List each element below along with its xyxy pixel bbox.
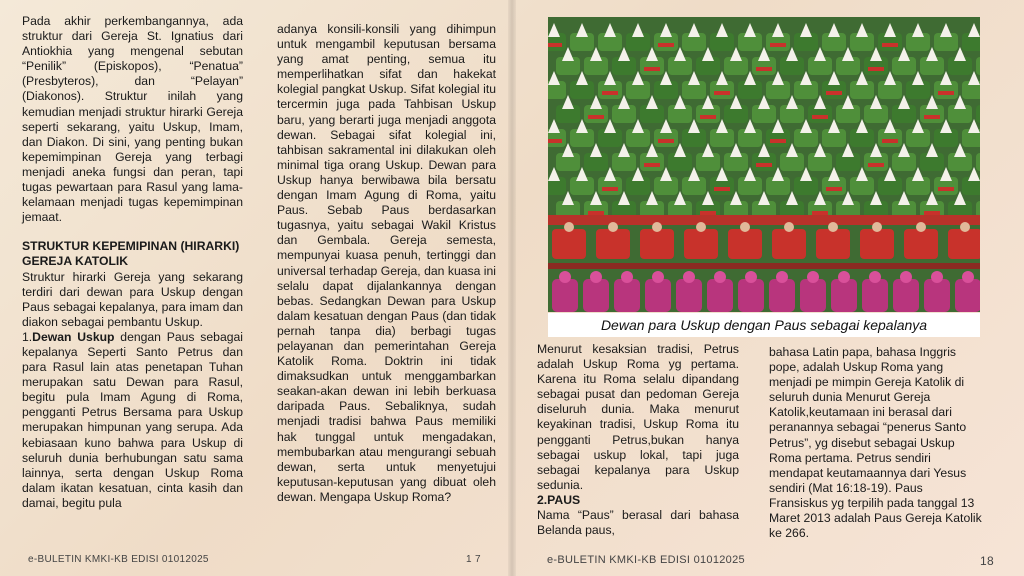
right-footer-title: e-BULETIN KMKI-KB EDISI 01012025 <box>547 554 745 566</box>
photo-caption: Dewan para Uskup dengan Paus sebagai kepalanya <box>548 313 980 337</box>
struktur-paragraph: Struktur hirarki Gereja yang sekarang terdiri dari dewan para Uskup dengan Paus sebagai kepalanya, para imam dan diakon sebagai pembantu Uskup. <box>22 269 243 329</box>
tradisi-paragraph: Menurut kesaksian tradisi, Petrus adalah Uskup Roma yg pertama. Karena itu Roma selalu dipandang sebagai pusat dan pedoman Gereja diseluruh dunia. Maka menurut keyakinan tradisi, Uskup Roma itu pengganti Petrus,bukan hanya sebagai uskup lokal, tapi juga sebagai kepalanya para Uskup sedunia. <box>537 342 739 492</box>
left-column-2 <box>277 22 496 505</box>
right-page-number: 18 <box>980 554 994 568</box>
left-column-1 <box>22 14 243 511</box>
left-page-number: 1 7 <box>466 554 481 565</box>
intro-paragraph: Pada akhir perkembangannya, ada struktur dari Gereja St. Ignatius dari Antiokhia yang mengenal sebutan “Penilik” (Episkopos), “Penatua” (Presbyteros), dan “Pelayan” (Diakonos). Struktur inilah yang kemudian menjadi struktur hirarki Gereja seperti sekarang, yaitu Uskup, Imam, dan Diakon. Di sini, yang penting bukan kepemimpinan Gereja yang terbagi menjadi aneka fungsi dan peran, tapi tugas pewartaan para Rasul yang lama-kelamaan menjadi tugas kepemimpinan jemaat. <box>22 14 243 225</box>
paus-paragraph: Nama “Paus” berasal dari bahasa Belanda paus, <box>537 508 739 538</box>
page-spine <box>508 0 516 576</box>
right-column-2 <box>769 345 982 541</box>
point-1-number: 1. <box>22 329 33 344</box>
section-heading: STRUKTUR KEPEMIPINAN (HIRARKI) GEREJA KATOLIK <box>22 239 240 269</box>
kolegial-paragraph: adanya konsili-konsili yang dihimpun untuk mengambil keputusan bersama yang amat penting, semua itu memperlihatkan sifat dan hakekat kolegial pangkat Uskup. Sifat kolegial itu tercermin juga pada Tahbisan Uskup baru, yang berarti juga menjadi anggota dewan. Sebagai sifat kolegial ini, tahbisan sakramental ini dilakukan oleh minimal tiga orang Uskup. Dewan para Uskup hanya berwibawa bila bersatu dengan Imam Agung di Roma, yaitu Paus. Sebab Paus berdasarkan tugasnya, yaitu sebagai Wakil Kristus dan Gembala. Gereja semesta, mempunyai kuasa penuh, tertinggi dan universal terhadap Gereja, dan kuasa ini selalu dapat dijalankannya dengan bebas. Sedangkan Dewan para Uskup dalam kesatuan dengan Paus (dan tidak pernah tanpa dia) berbagi tugas pelayanan dan pemerintahan Gereja Katolik Roma. Doktrin ini tidak dimaksudkan untuk menggambarkan seakan-akan dewan ini lebih berkuasa daripada Paus. Sebaliknya, sudah menjadi tradisi bahwa Paus memiliki hak tunggal untuk mengadakan, membubarkan atau mengurangi sebuah dewan, serta untuk menyetujui keputusan-keputusan yang dibuat oleh dewan. Mengapa Uskup Roma? <box>277 22 496 504</box>
point-2-heading <box>537 493 739 508</box>
point-1-title: Dewan Uskup <box>32 329 115 344</box>
point-2-title: PAUS <box>547 492 581 507</box>
point-2-number: 2. <box>537 492 548 507</box>
bishops-assembly-illustration <box>548 17 980 312</box>
bishops-photo <box>548 17 980 312</box>
left-footer-title: e-BULETIN KMKI-KB EDISI 01012025 <box>28 554 209 565</box>
paus-continued-paragraph: bahasa Latin papa, bahasa Inggris pope, adalah Uskup Roma yang menjadi pe mimpin Gereja Katolik di seluruh dunia Menurut Gereja Katolik,keutamaan ini berasal dari peranannya sebagai “penerus Santo Petrus”, yg disebut sebagai Uskup Roma pertama. Petrus sendiri mendapat keutamaannya dari Yesus sendiri (Mat 16:18-19). Paus Fransiskus yg terpilih pada tanggal 13 Maret 2013 adalah Paus Gereja Katolik ke 266. <box>769 345 982 541</box>
point-1-text: dengan Paus sebagai kepalanya Seperti Santo Petrus dan para Rasul lain atas penetapan Tuhan merupakan satu Dewan para Rasul, begitu pula Imam Agung di Roma, pengganti Petrus Bersama para Uskup merupakan himpunan yang serupa. Ada kebiasaan kuno bahwa para Uskup di seluruh dunia berhubungan satu sama lainnya, serta dengan Uskup Roma dalam ikatan kesatuan, cinta kasih dan damai, begitu pula <box>22 329 243 510</box>
right-column-1 <box>537 342 739 538</box>
point-1-paragraph <box>22 330 243 511</box>
